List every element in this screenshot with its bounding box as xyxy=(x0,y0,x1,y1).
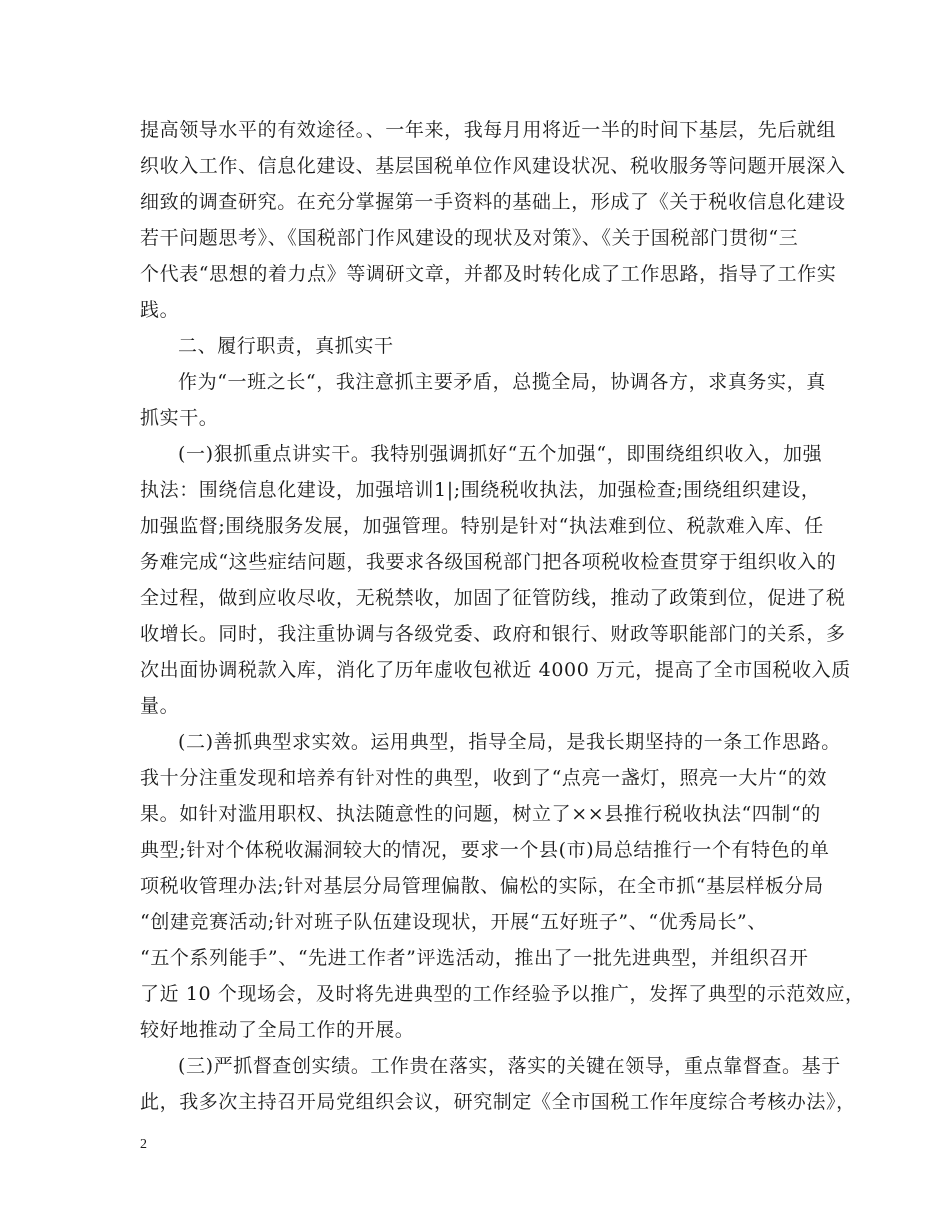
body-text-line: 了近 10 个现场会，及时将先进典型的工作经验予以推广，发挥了典型的示范效应， xyxy=(140,983,865,1005)
subsection-line: (二)善抓典型求实效。运用典型，指导全局，是我长期坚持的一条工作思路。 xyxy=(178,731,841,753)
body-text-line: 抓实干。 xyxy=(140,407,219,429)
body-text-line: 全过程，做到应收尽收，无税禁收，加固了征管防线，推动了政策到位，促进了税 xyxy=(140,587,846,609)
body-text-line: 细致的调查研究。在充分掌握第一手资料的基础上，形成了《关于税收信息化建设 xyxy=(140,191,846,213)
body-text-line: 典型;针对个体税收漏洞较大的情况，要求一个县(市)局总结推行一个有特色的单 xyxy=(140,839,830,861)
subsection-line: (三)严抓督查创实绩。工作贵在落实，落实的关键在领导，重点靠督查。基于 xyxy=(178,1055,841,1077)
body-text-line: 果。如针对滥用职权、执法随意性的问题，树立了××县推行税收执法“四制“的 xyxy=(140,803,821,825)
body-text-line: 践。 xyxy=(140,299,180,321)
body-text-line: 务难完成“这些症结问题，我要求各级国税部门把各项税收检查贯穿于组织收入的 xyxy=(140,551,837,573)
body-text-line: 项税收管理办法;针对基层分局管理偏散、偏松的实际，在全市抓“基层样板分局 xyxy=(140,875,824,897)
subsection-line: (一)狠抓重点讲实干。我特别强调抓好“五个加强“，即围绕组织收入，加强 xyxy=(178,443,823,465)
section-heading: 二、履行职责，真抓实干 xyxy=(178,335,394,357)
body-text-line: 收增长。同时，我注重协调与各级党委、政府和银行、财政等职能部门的关系，多 xyxy=(140,623,846,645)
body-text-line: 我十分注重发现和培养有针对性的典型，收到了“点亮一盏灯，照亮一大片“的效 xyxy=(140,767,828,789)
body-text-line: 加强监督;围绕服务发展，加强管理。特别是针对“执法难到位、税款难入库、任 xyxy=(140,515,824,537)
page-number: 2 xyxy=(140,1137,147,1152)
body-text-line: 个代表“思想的着力点》等调研文章，并都及时转化成了工作思路，指导了工作实 xyxy=(140,263,837,285)
body-text-line: 提高领导水平的有效途径。、一年来，我每月用将近一半的时间下基层，先后就组 xyxy=(140,119,837,141)
body-text-line: “创建竞赛活动;针对班子队伍建设现状，开展“五好班子”、“优秀局长”、 xyxy=(140,911,767,933)
body-text-line: 织收入工作、信息化建设、基层国税单位作风建设状况、税收服务等问题开展深入 xyxy=(140,155,846,177)
body-text-line: 次出面协调税款入库，消化了历年虚收包袱近 4000 万元，提高了全市国税收入质 xyxy=(140,659,851,681)
body-text-line: 作为“一班之长“，我注意抓主要矛盾，总揽全局，协调各方，求真务实，真 xyxy=(178,371,826,393)
body-text-line: 量。 xyxy=(140,695,180,717)
body-text-line: 若干问题思考》、《国税部门作风建设的现状及对策》、《关于国税部门贯彻“三 xyxy=(140,227,799,249)
body-text-line: 较好地推动了全局工作的开展。 xyxy=(140,1019,415,1041)
body-text-line: “五个系列能手”、“先进工作者”评选活动，推出了一批先进典型，并组织召开 xyxy=(140,947,809,969)
body-text-line: 此，我多次主持召开局党组织会议，研究制定《全市国税工作年度综合考核办法》， xyxy=(140,1091,856,1113)
body-text-line: 执法：围绕信息化建设，加强培训1|;围绕税收执法，加强检查;围绕组织建设， xyxy=(140,479,821,501)
